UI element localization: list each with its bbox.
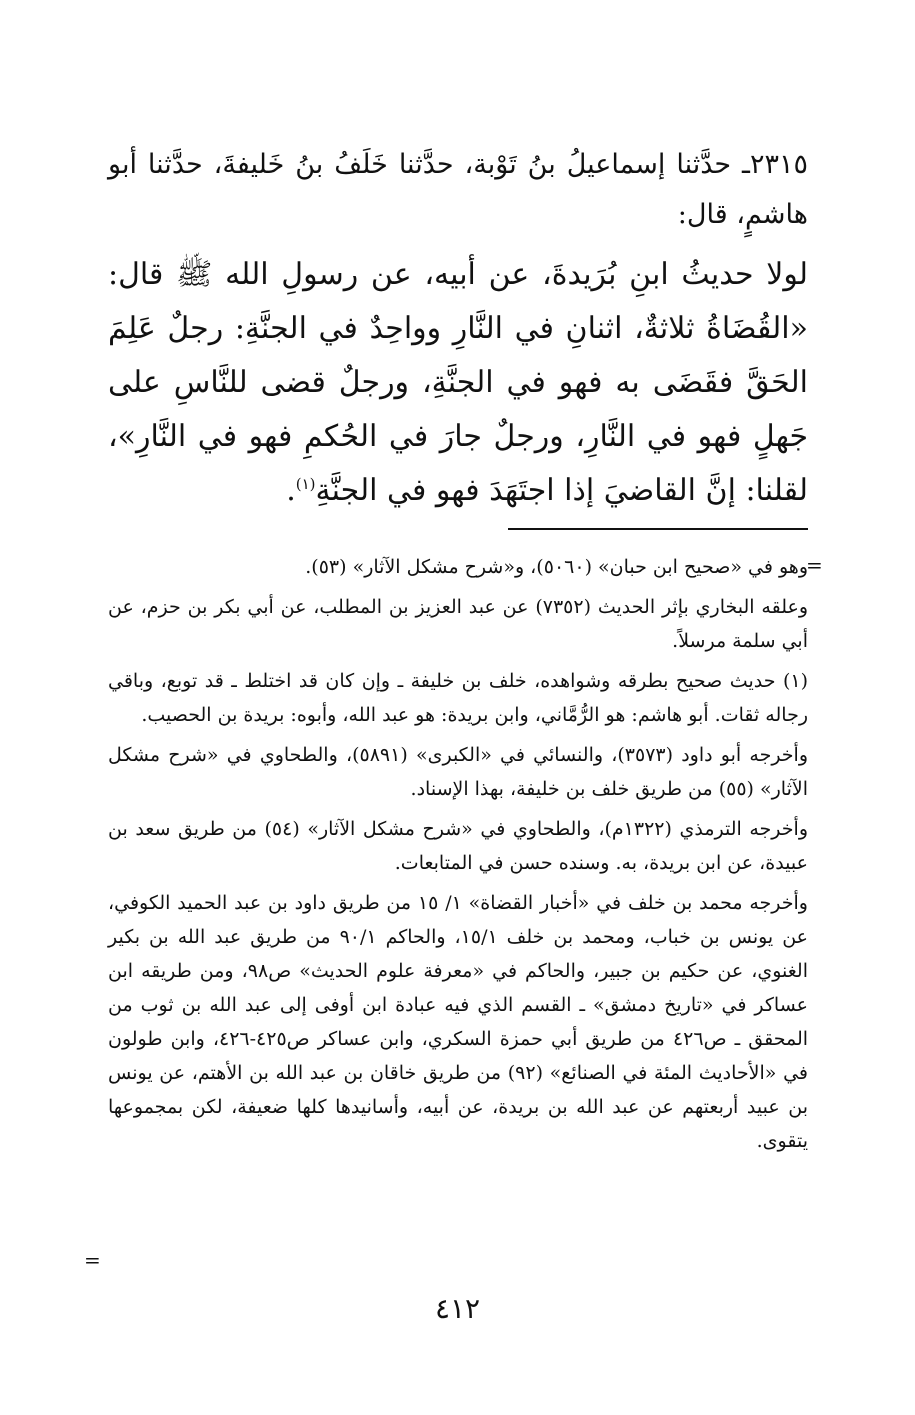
footnote-paragraph: وأخرجه الترمذي (١٣٢٢م)، والطحاوي في «شرح مشكل الآثار» (٥٤) من طريق سعد بن عبيدة، عن ابن بريدة، به. وسنده حسن في المتابعات. <box>108 818 808 874</box>
hadith-matn <box>108 248 808 518</box>
main-text <box>108 140 808 518</box>
hadith-end-mark: . <box>286 473 296 508</box>
hadith-isnad: ٢٣١٥ـ حدَّثنا إسماعيلُ بنُ تَوْبة، حدَّثنا خَلَفُ بنُ خَليفةَ، حدَّثنا أبو هاشمٍ، قال: <box>108 149 808 230</box>
hadith-body-text: لولا حديثُ ابنِ بُرَيدةَ، عن أبيه، عن رسولِ الله ﷺ قال: «القُضَاةُ ثلاثةٌ، اثنانِ في النَّارِ وواحِدٌ في الجنَّةِ: رجلٌ عَلِمَ الحَقَّ فقَضَى به فهو في الجنَّةِ، ورجلٌ قضى للنَّاسِ على جَهلٍ فهو في النَّارِ، ورجلٌ جارَ في الحُكمِ فهو في النَّارِ»، لقلنا: إنَّ القاضيَ إذا اجتَهَدَ فهو في الجنَّةِ <box>108 257 808 508</box>
page-number: ٤١٢ <box>434 1292 481 1325</box>
footnote-paragraph: وعلقه البخاري بإثر الحديث (٧٣٥٢) عن عبد العزيز بن المطلب، عن أبي بكر بن حزم، عن أبي سلمة مرسلاً. <box>108 596 809 652</box>
footnotes <box>108 550 808 1164</box>
continuation-mark-top: = <box>806 553 823 577</box>
footnote-paragraph: وأخرجه محمد بن خلف في «أخبار القضاة» ١/ ١٥ من طريق داود بن عبد الحميد الكوفي، عن يونس بن خباب، ومحمد بن خلف ١٥/١، والحاكم ٩٠/١ من طريق عبد الله بن بكير الغنوي، عن حكيم بن جبير، والحاكم في «معرفة علوم الحديث» ص٩٨، ومن طريقه ابن عساكر في «تاريخ دمشق» ـ القسم الذي فيه عبادة ابن أوفى إلى عبد الله بن ثوب من المحقق ـ ص٤٢٦ من طريق أبي حمزة السكري، وابن عساكر ص٤٢٥-٤٢٦، وابن طولون في «الأحاديث المئة في الصنائع» (٩٢) من طريق خاقان بن عبد الله بن الأهتم، عن يونس بن عبيد أربعتهم عن عبد الله بن بريدة، عن أبيه، وأسانيدها كلها ضعيفة، لكن بمجموعها يتقوى. <box>108 892 809 1152</box>
continuation-mark-bottom: = <box>84 1248 101 1272</box>
footnote-paragraph: وهو في «صحيح ابن حبان» (٥٠٦٠)، و«شرح مشكل الآثار» (٥٣). <box>305 556 808 578</box>
footnote-paragraph: (١) حديث صحيح بطرقه وشواهده، خلف بن خليفة ـ وإن كان قد اختلط ـ قد توبع، وباقي رجاله ثقات. أبو هاشم: هو الرُّمَّاني، وابن بريدة: هو عبد الله، وأبوه: بريدة بن الحصيب. <box>108 670 808 726</box>
footnote-reference: (١) <box>295 475 316 493</box>
footnote-separator <box>508 528 808 530</box>
footnote-paragraph: وأخرجه أبو داود (٣٥٧٣)، والنسائي في «الكبرى» (٥٨٩١)، والطحاوي في «شرح مشكل الآثار» (٥٥) من طريق خلف بن خليفة، بهذا الإسناد. <box>108 744 809 800</box>
